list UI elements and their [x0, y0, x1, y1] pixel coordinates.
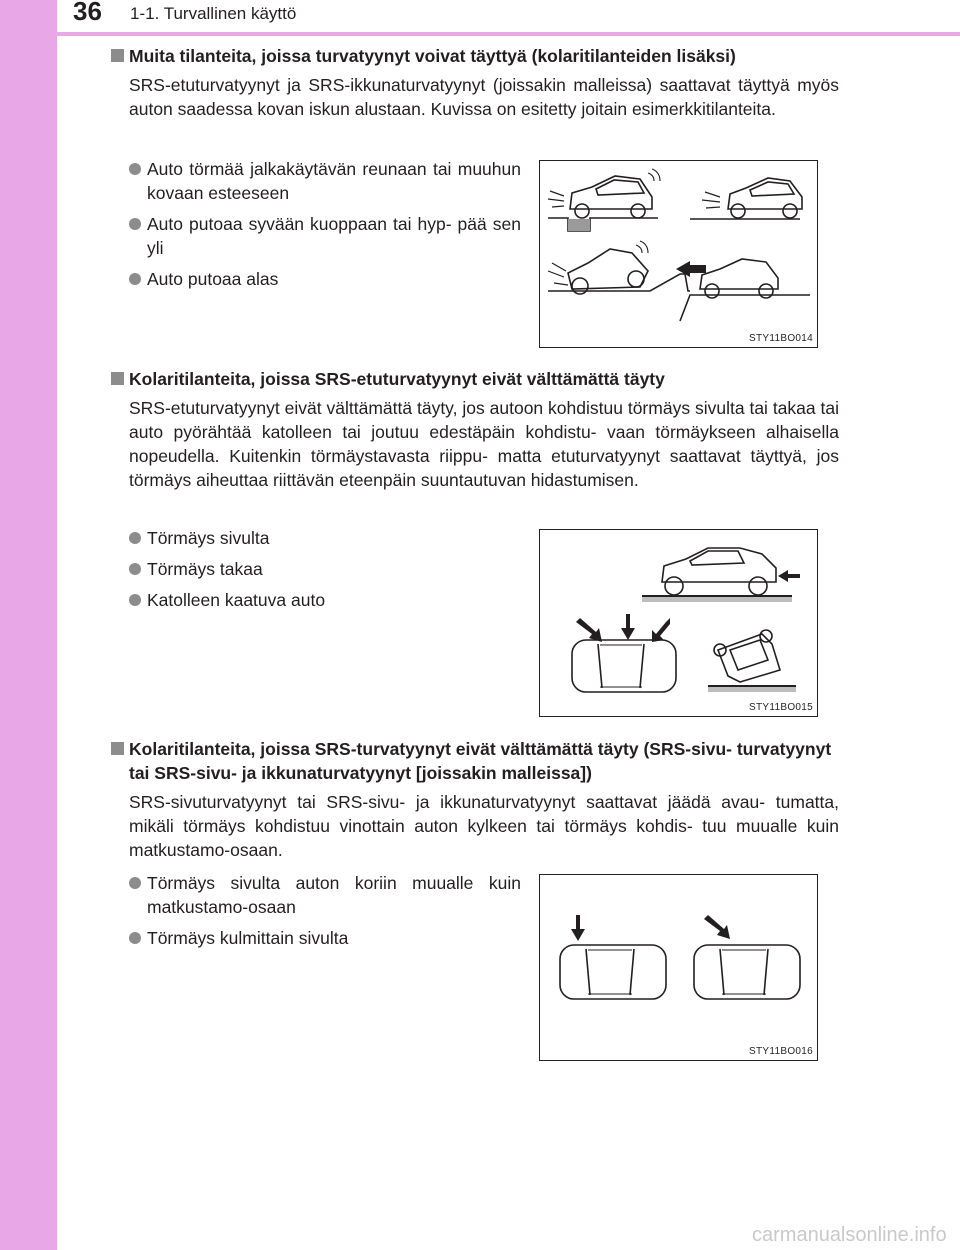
section-1-bullet: Auto törmää jalkakäytävän reunaan tai muuhun kovaan esteeseen: [129, 157, 521, 205]
section-2-bullet: Törmäys sivulta: [129, 526, 521, 550]
car-underbody-impact-illustration: [540, 161, 819, 349]
watermark: carmanualsonline.info: [752, 1224, 947, 1246]
circle-bullet-icon: [129, 877, 141, 889]
arrow-left-icon: [778, 570, 800, 582]
figure-impact-underbody: [539, 160, 818, 348]
circle-bullet-icon: [129, 932, 141, 944]
arrow-down-icon: [571, 915, 585, 941]
header-rule: [0, 32, 960, 36]
figure-code: STY11BO015: [749, 702, 813, 713]
square-bullet-icon: [111, 372, 124, 385]
section-3-body: SRS-sivuturvatyynyt tai SRS-sivu- ja ikkunaturvatyynyt saattavat jäädä avau- tumatta, mikäli törmäys kohdistuu vinottain auton kylkeen tai törmäys kohdis- tuu muualle kuin matkustamo-osaan.: [129, 792, 839, 860]
section-2-bullet: Törmäys takaa: [129, 557, 521, 581]
circle-bullet-icon: [129, 163, 141, 175]
section-1-bullet: Auto putoaa syvään kuoppaan tai hyp- pää sen yli: [129, 212, 521, 260]
arrow-down-left-icon: [652, 618, 670, 642]
arrow-down-icon: [621, 614, 635, 640]
arrow-down-right-icon: [704, 915, 730, 939]
arrow-down-right-icon: [576, 618, 602, 642]
circle-bullet-icon: [129, 563, 141, 575]
circle-bullet-icon: [129, 532, 141, 544]
section-2-bullet: Katolleen kaatuva auto: [129, 588, 521, 612]
figure-code: STY11BO014: [749, 333, 813, 344]
section-1-bullet: Auto putoaa alas: [129, 267, 521, 291]
square-bullet-icon: [111, 742, 124, 755]
circle-bullet-icon: [129, 594, 141, 606]
figure-side-rear-rollover: [539, 529, 818, 717]
section-3-heading: Kolaritilanteita, joissa SRS-turvatyynyt eivät välttämättä täyty (SRS-sivu- turvatyynyt tai SRS-sivu- ja ikkunaturvatyynyt [joissakin malleissa]): [111, 737, 841, 785]
section-2-body: SRS-etuturvatyynyt eivät välttämättä täyty, jos autoon kohdistuu törmäys sivulta tai takaa tai auto pyörähtää katolleen tai joutuu edestäpäin kohdistu- vaan törmäykseen alhaisella nopeudella. Kuitenkin törmäystavasta riippu- matta etuturvatyynyt saattavat täyttyä, jos törmäys aiheuttaa riittävän eteenpäin suuntautuvan hidastumisen.: [129, 398, 839, 490]
left-margin-band: [0, 0, 57, 1250]
circle-bullet-icon: [129, 273, 141, 285]
section-3-bullet: Törmäys sivulta auton koriin muualle kuin matkustamo-osaan: [129, 871, 521, 919]
section-2-heading: Kolaritilanteita, joissa SRS-etuturvatyynyt eivät välttämättä täyty: [111, 367, 841, 391]
section-1-heading: Muita tilanteita, joissa turvatyynyt voivat täyttyä (kolaritilanteiden lisäksi): [111, 44, 841, 68]
square-bullet-icon: [111, 49, 124, 62]
section-3-bullet: Törmäys kulmittain sivulta: [129, 926, 521, 950]
circle-bullet-icon: [129, 218, 141, 230]
page-number: 36: [73, 0, 102, 26]
figure-side-angle-impact: [539, 874, 818, 1061]
car-side-rear-rollover-illustration: [540, 530, 819, 718]
figure-code: STY11BO016: [749, 1046, 813, 1057]
car-top-view-impact-illustration: [540, 875, 819, 1062]
chapter-title: 1-1. Turvallinen käyttö: [130, 4, 297, 23]
section-1-body: SRS-etuturvatyynyt ja SRS-ikkunaturvatyynyt (joissakin malleissa) saattavat täyttyä myös auton saadessa kovan iskun alustaan. Kuvissa on esitetty joitain esimerkkitilanteita.: [129, 75, 839, 119]
